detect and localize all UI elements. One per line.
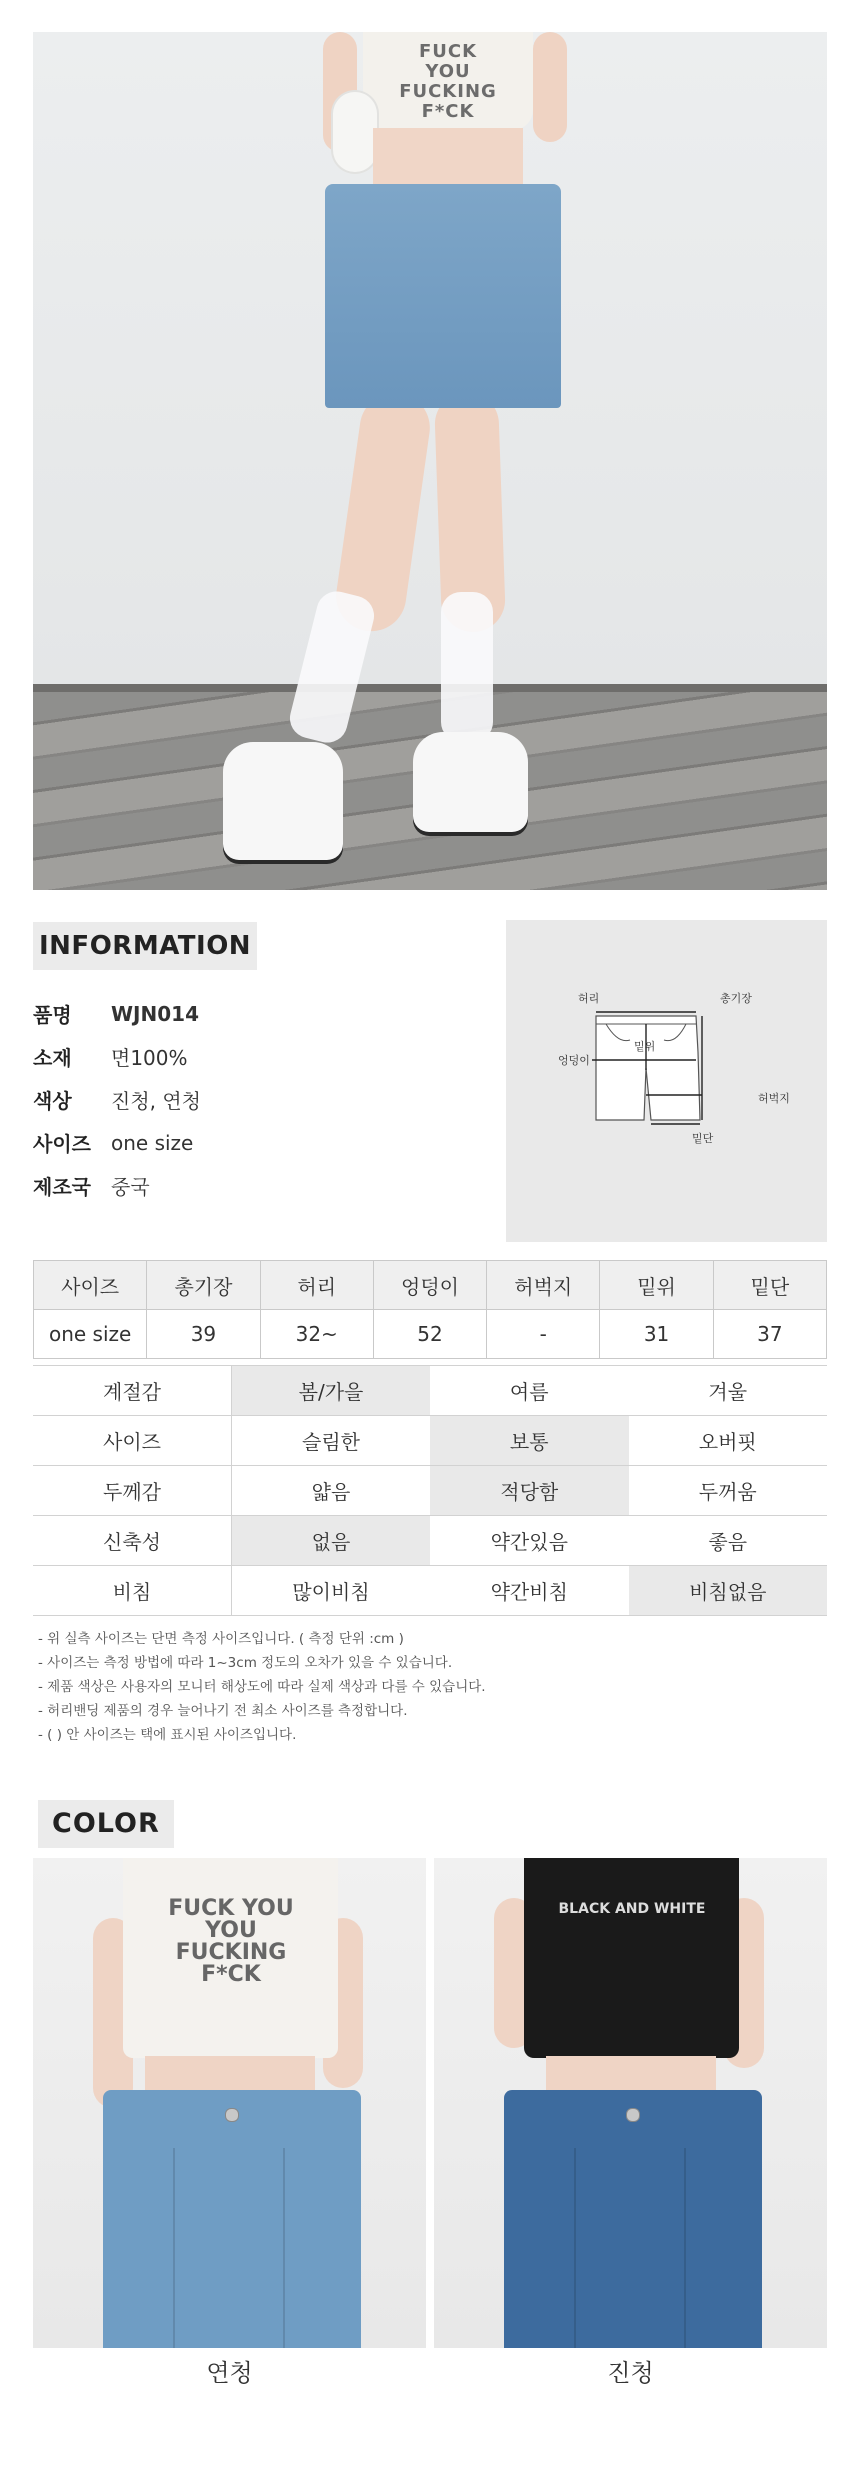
- shirt-print: FUCK YOU YOU FUCKING F*CK: [168, 1896, 294, 1987]
- pleat: [684, 2148, 686, 2348]
- size-header-cell: 밑위: [600, 1261, 713, 1310]
- characteristic-label: 두께감: [33, 1466, 232, 1516]
- characteristic-option: 좋음: [629, 1516, 828, 1566]
- characteristic-option: 비침없음: [629, 1566, 828, 1616]
- note-line: - 위 실측 사이즈는 단면 측정 사이즈입니다. ( 측정 단위 :cm ): [38, 1631, 404, 1647]
- characteristic-option: 봄/가을: [232, 1366, 431, 1416]
- characteristics-table: [33, 1365, 827, 1616]
- characteristic-label: 사이즈: [33, 1416, 232, 1466]
- spec-value: 중국: [111, 1175, 150, 1199]
- note-line: - 허리밴딩 제품의 경우 늘어나기 전 최소 사이즈를 측정합니다.: [38, 1703, 408, 1719]
- table-row: [33, 1566, 827, 1616]
- waist-button: [225, 2108, 239, 2122]
- characteristic-option: 약간비침: [430, 1566, 629, 1616]
- pleat: [283, 2148, 285, 2348]
- size-header-cell: 밑단: [713, 1261, 826, 1310]
- characteristic-label: 비침: [33, 1566, 232, 1616]
- diagram-label-hem: 밑단: [692, 1132, 714, 1145]
- characteristic-label: 계절감: [33, 1366, 232, 1416]
- characteristic-option: 많이비침: [232, 1566, 431, 1616]
- spec-key: 색상: [33, 1089, 72, 1113]
- characteristic-option: 겨울: [629, 1366, 828, 1416]
- diagram-label-rise: 밑위: [634, 1040, 656, 1053]
- table-row: [33, 1516, 827, 1566]
- color-heading: COLOR: [38, 1800, 174, 1848]
- spec-row-size: [33, 1121, 453, 1164]
- note-line: - 사이즈는 측정 방법에 따라 1~3cm 정도의 오차가 있을 수 있습니다.: [38, 1655, 453, 1671]
- size-header-cell: 허벅지: [487, 1261, 600, 1310]
- spec-key: 품명: [33, 1003, 72, 1027]
- note-line: - 제품 색상은 사용자의 모니터 해상도에 따라 실제 색상과 다를 수 있습니다.: [38, 1679, 486, 1695]
- diagram-label-hip: 엉덩이: [558, 1054, 590, 1067]
- hero-shirt-print: FUCK YOU FUCKING F*CK: [399, 41, 497, 122]
- shorts-outline: [506, 920, 827, 1242]
- size-cell: 37: [713, 1310, 826, 1359]
- shoulder-bag: [333, 92, 377, 172]
- spec-value: WJN014: [111, 1001, 199, 1026]
- color-caption-light: 연청: [206, 2359, 253, 2387]
- denim-shorts: [325, 184, 561, 408]
- spec-row-origin: [33, 1164, 453, 1207]
- characteristic-option: 여름: [430, 1366, 629, 1416]
- size-cell: 32~: [260, 1310, 373, 1359]
- spec-value: 진청, 연청: [111, 1089, 201, 1113]
- spec-row-color: [33, 1078, 453, 1121]
- size-cell: 52: [373, 1310, 486, 1359]
- right-sock: [441, 592, 493, 742]
- spec-value: one size: [111, 1130, 194, 1155]
- size-table-header: [34, 1261, 827, 1310]
- size-header-cell: 허리: [260, 1261, 373, 1310]
- size-cell: 39: [147, 1310, 260, 1359]
- spec-row-name: [33, 992, 453, 1035]
- characteristic-option: 슬림한: [232, 1416, 431, 1466]
- size-diagram: [506, 920, 827, 1242]
- size-cell: -: [487, 1310, 600, 1359]
- table-row: [33, 1466, 827, 1516]
- size-table: [33, 1260, 827, 1359]
- right-arm: [533, 32, 567, 142]
- diagram-label-thigh: 허벅지: [758, 1092, 790, 1105]
- table-row: [33, 1366, 827, 1416]
- size-header-cell: 사이즈: [34, 1261, 147, 1310]
- spec-list: [33, 992, 453, 1207]
- spec-row-material: [33, 1035, 453, 1078]
- characteristic-label: 신축성: [33, 1516, 232, 1566]
- pleat: [574, 2148, 576, 2348]
- spec-key: 제조국: [33, 1175, 91, 1199]
- characteristic-option: 오버핏: [629, 1416, 828, 1466]
- size-cell: 31: [600, 1310, 713, 1359]
- diagram-label-total-length: 총기장: [720, 992, 752, 1005]
- information-heading: INFORMATION: [33, 922, 257, 970]
- midriff: [373, 128, 523, 188]
- characteristic-option: 약간있음: [430, 1516, 629, 1566]
- hero-product-photo: [33, 32, 827, 890]
- diagram-label-waist: 허리: [578, 992, 600, 1005]
- size-notes: [38, 1627, 818, 1747]
- characteristic-option: 적당함: [430, 1466, 629, 1516]
- note-line: - ( ) 안 사이즈는 택에 표시된 사이즈입니다.: [38, 1727, 297, 1743]
- denim-shorts: [103, 2090, 361, 2348]
- pleat: [173, 2148, 175, 2348]
- size-header-cell: 엉덩이: [373, 1261, 486, 1310]
- left-sneaker: [223, 742, 343, 860]
- table-row: [33, 1416, 827, 1466]
- characteristic-option: 얇음: [232, 1466, 431, 1516]
- size-header-cell: 총기장: [147, 1261, 260, 1310]
- spec-key: 사이즈: [33, 1132, 91, 1156]
- right-sneaker: [413, 732, 528, 832]
- characteristic-option: 두꺼움: [629, 1466, 828, 1516]
- size-cell: one size: [34, 1310, 147, 1359]
- characteristic-option: 보통: [430, 1416, 629, 1466]
- crop-top: [524, 1858, 739, 2058]
- spec-value: 면100%: [111, 1046, 188, 1070]
- spec-key: 소재: [33, 1046, 72, 1070]
- characteristic-option: 없음: [232, 1516, 431, 1566]
- color-photo-dark: [434, 1858, 827, 2348]
- table-row: [34, 1310, 827, 1359]
- color-photo-light: [33, 1858, 426, 2348]
- shirt-print: BLACK AND WHITE: [558, 1901, 706, 1917]
- color-caption-dark: 진청: [607, 2359, 654, 2387]
- waist-button: [626, 2108, 640, 2122]
- denim-shorts: [504, 2090, 762, 2348]
